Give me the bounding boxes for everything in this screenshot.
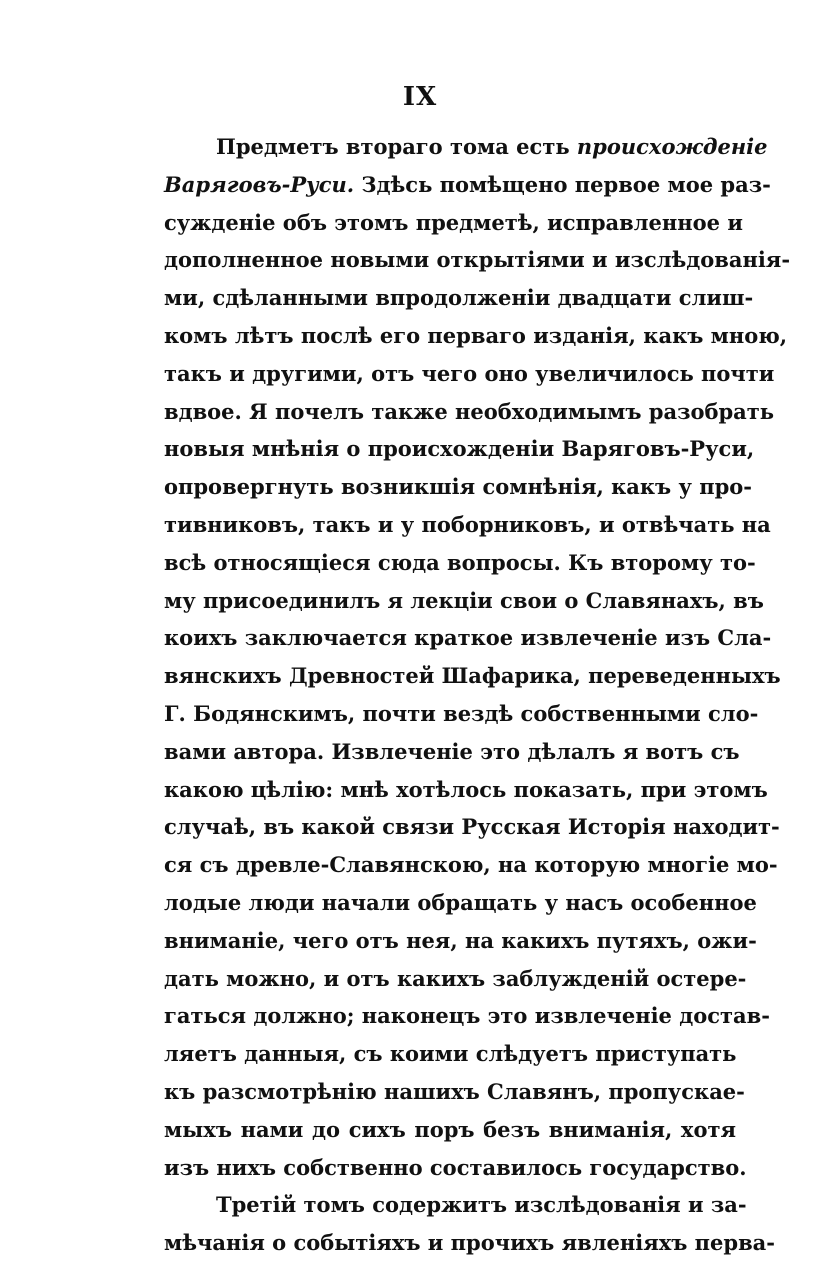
line-text: опровергнуть возникшія сомнѣнія, какъ у про- <box>164 474 752 500</box>
line-text: дать можно, и отъ какихъ заблужденій остере- <box>164 965 747 991</box>
text-line <box>164 506 771 544</box>
line-text: мѣчанія о событіяхъ и прочихъ явленіяхъ перва- <box>164 1230 776 1256</box>
line-text: му присоединилъ я лекціи свои о Славянахъ, въ <box>164 587 764 613</box>
line-text: ляетъ данныя, съ коими слѣдуетъ приступать <box>164 1041 737 1067</box>
text-line <box>164 582 764 620</box>
line-text: къ разсмотрѣнію нашихъ Славянъ, пропускае- <box>164 1078 745 1104</box>
line-text: какою цѣлію: мнѣ хотѣлось показать, при этомъ <box>164 776 768 802</box>
text-line <box>164 468 752 506</box>
line-text: вниманіе, чего отъ нея, на какихъ путяхъ, ожи- <box>164 927 757 953</box>
text-line <box>164 241 791 279</box>
line-text: ми, сдѣланными впродолженіи двадцати слиш- <box>164 285 754 311</box>
text-line <box>164 166 771 204</box>
text-line <box>164 128 768 166</box>
line-text: коихъ заключается краткое извлеченіе изъ Сла- <box>164 625 772 651</box>
line-text: ся съ древле-Славянскою, на которую многіе мо- <box>164 852 778 878</box>
line-text: мыхъ нами до сихъ поръ безъ вниманія, хотя <box>164 1116 736 1142</box>
line-text: вдвое. Я почелъ также необходимымъ разобрать <box>164 398 775 424</box>
text-line <box>164 695 759 733</box>
italic-phrase: Варяговъ-Руси. <box>164 171 355 197</box>
line-text: случаѣ, въ какой связи Русская Исторія находит- <box>164 814 780 840</box>
text-line <box>164 997 770 1035</box>
line-text: Третій томъ содержитъ изслѣдованія и за- <box>216 1192 747 1218</box>
line-text: вянскихъ Древностей Шафарика, переведенныхъ <box>164 663 781 689</box>
line-text: тивниковъ, такъ и у поборниковъ, и отвѣчать на <box>164 511 771 537</box>
text-line <box>164 1035 736 1073</box>
line-text: сужденіе объ этомъ предметѣ, исправленное и <box>164 209 743 235</box>
text-line <box>164 960 747 998</box>
text-line <box>164 771 768 809</box>
line-text: такъ и другими, отъ чего оно увеличилось почти <box>164 360 775 386</box>
text-line <box>164 317 788 355</box>
text-line <box>164 204 743 242</box>
italic-phrase: происхожденіе <box>576 134 768 159</box>
line-text: Г. Бодянскимъ, почти вездѣ собственными сло- <box>164 700 759 726</box>
line-text: комъ лѣтъ послѣ его перваго изданія, какъ мною, <box>164 322 788 348</box>
line-text: изъ нихъ собственно составилось государство. <box>164 1154 747 1180</box>
page-number: IX <box>402 82 438 112</box>
body-text <box>164 128 791 1262</box>
text-line <box>164 430 755 468</box>
line-text: гаться должно; наконецъ это извлеченіе достав- <box>164 1003 770 1029</box>
line-text: лодые люди начали обращать у насъ особенное <box>164 889 757 915</box>
text-line <box>164 544 756 582</box>
line-text: всѣ относящіеся сюда вопросы. Къ второму то- <box>164 549 756 575</box>
text-line <box>164 922 757 960</box>
text-line <box>164 1073 745 1111</box>
text-line <box>164 846 778 884</box>
line-text: Предметъ втораго тома есть <box>216 134 577 159</box>
line-text: Здѣсь помѣщено первое мое раз- <box>354 171 771 197</box>
text-line <box>164 733 740 771</box>
text-line <box>164 657 781 695</box>
text-line <box>164 1186 747 1224</box>
text-line <box>164 808 780 846</box>
text-line <box>164 355 775 393</box>
text-line <box>164 1111 736 1149</box>
text-line <box>164 619 772 657</box>
line-text: новыя мнѣнія о происхожденіи Варяговъ-Руси, <box>164 436 755 462</box>
text-line <box>164 279 754 317</box>
text-line <box>164 1224 776 1262</box>
line-text: вами автора. Извлеченіе это дѣлалъ я вотъ съ <box>164 738 740 764</box>
text-line <box>164 884 757 922</box>
text-line <box>164 393 775 431</box>
line-text: дополненное новыми открытіями и изслѣдованія- <box>164 247 791 273</box>
text-line <box>164 1149 747 1187</box>
